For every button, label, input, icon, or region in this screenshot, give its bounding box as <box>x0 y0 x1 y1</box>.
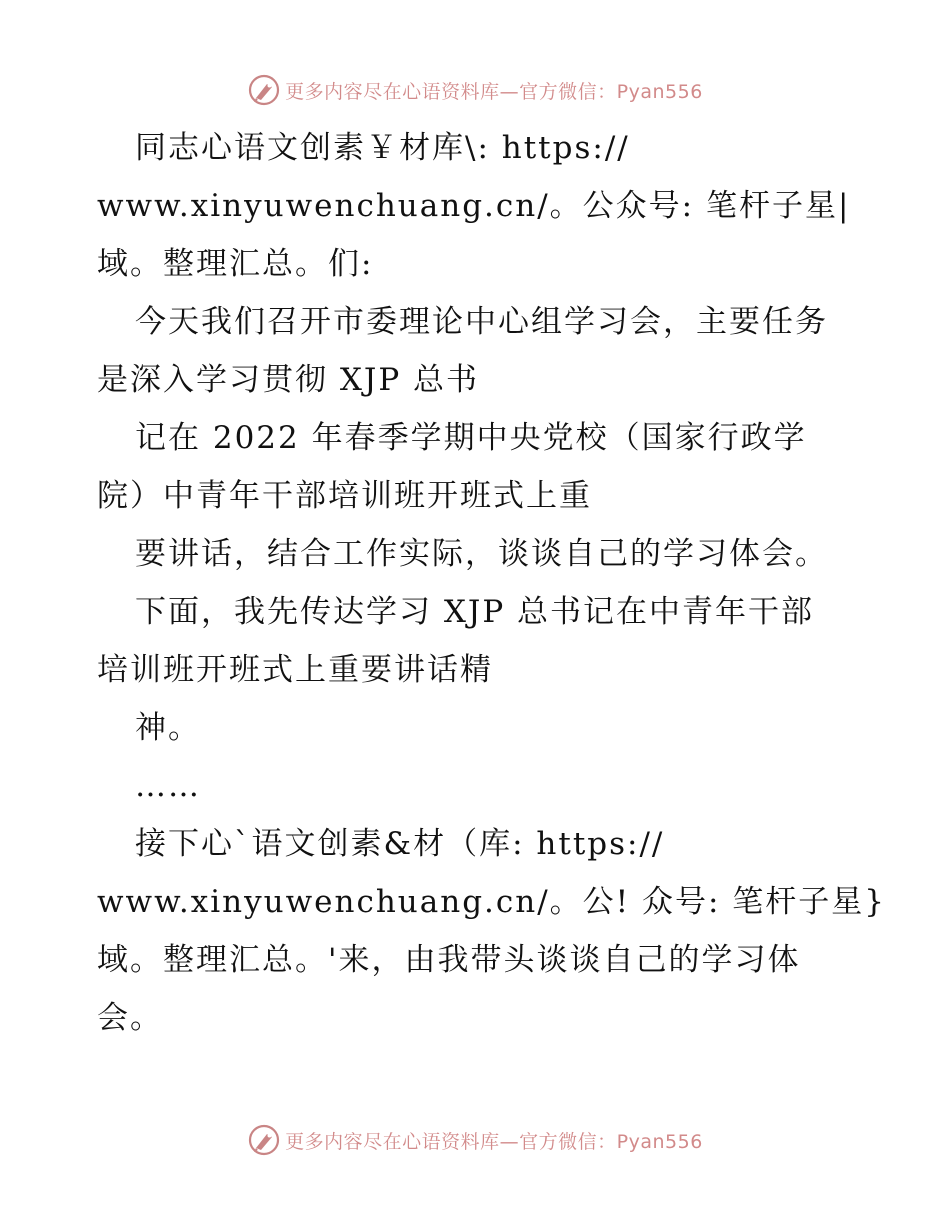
header-banner <box>0 70 950 110</box>
promo-text: 更多内容尽在心语资料库—官方微信：Pyan556 <box>285 80 703 103</box>
text-line: www.xinyuwenchuang.cn/。公众号: 笔杆子星| <box>97 188 851 224</box>
text-line: 院）中青年干部培训班开班式上重 <box>97 478 592 514</box>
text-line: 神。 <box>135 710 201 746</box>
text-line: 培训班开班式上重要讲话精 <box>97 652 493 688</box>
text-line: 记在 2022 年春季学期中央党校（国家行政学 <box>135 420 807 456</box>
text-line: 要讲话，结合工作实际，谈谈自己的学习体会。 <box>135 536 828 572</box>
text-line: 今天我们召开市委理论中心组学习会，主要任务 <box>135 304 828 340</box>
footer-banner <box>0 1120 950 1160</box>
text-line: …… <box>135 768 201 804</box>
text-line: www.xinyuwenchuang.cn/。公! 众号: 笔杆子星} <box>97 884 887 920</box>
text-line: 域。整理汇总。们: <box>97 246 374 282</box>
pen-nib-logo-icon <box>247 73 281 107</box>
text-line: 会。 <box>97 1000 163 1036</box>
text-line: 下面，我先传达学习 XJP 总书记在中青年干部 <box>135 594 815 630</box>
text-line: 接下心`语文创素&材（库: https:// <box>135 826 665 862</box>
text-line: 同志心语文创素￥材库\: https:// <box>135 130 630 166</box>
pen-nib-logo-icon <box>247 1123 281 1157</box>
text-line: 是深入学习贯彻 XJP 总书 <box>97 362 480 398</box>
text-line: 域。整理汇总。'来，由我带头谈谈自己的学习体 <box>97 942 801 978</box>
promo-text: 更多内容尽在心语资料库—官方微信：Pyan556 <box>285 1130 703 1153</box>
